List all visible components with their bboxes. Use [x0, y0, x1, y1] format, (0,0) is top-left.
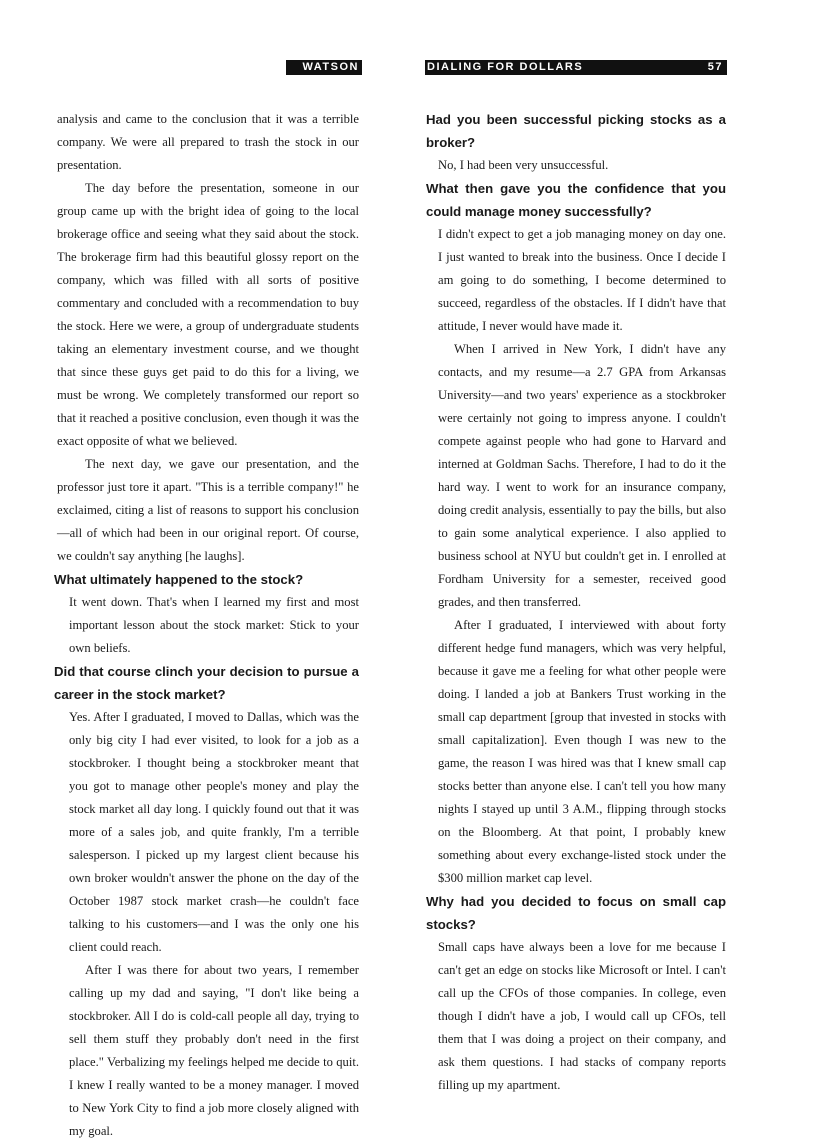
interview-answer: When I arrived in New York, I didn't have any contacts, and my resume—a 2.7 GPA from Arkansas University—and two years' experience as a stockbroker were certainly not going to impress anyone. I couldn't compete against people who had gone to Harvard and interned at Goldman Sachs. Therefore, I had to do it the hard way. I went to work for an insurance company, doing credit analysis, essentially to pay the bills, but also to gain some analytical experience. I also applied to business school at NYU but couldn't get in. I enrolled at Fordham University for a semester, received good grades, and then transferred. [438, 342, 726, 609]
page-number: 57 [707, 61, 723, 73]
running-head-chapter [425, 60, 727, 75]
interview-answer: Yes. After I graduated, I moved to Dallas, which was the only big city I had ever visited, to look for a job as a stockbroker. I thought being a stockbroker meant that you got to manage other people's money and play the stock market all day long. I quickly found out that it was more of a sales job, and quite frankly, I'm a terrible salesperson. I picked up my largest client because his own broker wouldn't answer the phone on the day of the October 1987 stock market crash—he couldn't face talking to his customers—and I was the only one his client could reach. [69, 710, 359, 954]
paragraph: The next day, we gave our presentation, and the professor just tore it apart. "This is a terrible company!" he exclaimed, citing a list of reasons to support his conclusion—all of which had been in our original report. Of course, we couldn't say anything [he laughs]. [57, 457, 359, 563]
author-name: WATSON [302, 61, 359, 73]
interview-question: Had you been successful picking stocks as a broker? [426, 112, 726, 150]
paragraph: The day before the presentation, someone in our group came up with the bright idea of going to the local brokerage office and seeing what they said about the stock. The brokerage firm had this beautiful glossy report on the company, which was filled with all sorts of positive commentary and concluded with a recommendation to buy the stock. Here we were, a group of undergraduate students taking an elementary investment course, and we thought that since these guys get paid to do this for a living, we must be wrong. We completely transformed our report so that it reached a positive conclusion, even though it was the exact opposite of what we believed. [57, 181, 359, 448]
interview-answer: After I was there for about two years, I remember calling up my dad and saying, "I don't like being a stockbroker. All I do is cold-call people all day, trying to sell them stuff they probably don't need in the first place." Verbalizing my feelings helped me decide to quit. I knew I really wanted to be a money manager. I moved to New York City to find a job more closely aligned with my goal. [69, 963, 359, 1138]
interview-question: What then gave you the confidence that you could manage money successfully? [426, 181, 726, 219]
interview-answer: No, I had been very unsuccessful. [438, 158, 609, 172]
interview-answer: It went down. That's when I learned my first and most important lesson about the stock market: Stick to your own beliefs. [69, 595, 359, 655]
left-column [54, 108, 359, 1143]
right-column [426, 108, 726, 1097]
running-head-author [286, 60, 362, 75]
interview-question: Did that course clinch your decision to pursue a career in the stock market? [54, 664, 359, 702]
interview-answer: I didn't expect to get a job managing money on day one. I just wanted to break into the business. Once I decide I am going to do something, I become determined to succeed, regardless of the obstacles. If I didn't have that attitude, I never would have made it. [438, 227, 726, 333]
chapter-title: DIALING FOR DOLLARS [427, 61, 584, 73]
interview-question: What ultimately happened to the stock? [54, 572, 304, 587]
paragraph: analysis and came to the conclusion that it was a terrible company. We were all prepared to trash the stock in our presentation. [57, 112, 359, 172]
interview-answer: Small caps have always been a love for me because I can't get an edge on stocks like Microsoft or Intel. I can't call up the CFOs of those companies. In college, even though I didn't have a job, I would call up CFOs, tell them that I was doing a project on their company, and ask them questions. I had stacks of company reports filling up my apartment. [438, 940, 726, 1092]
interview-question: Why had you decided to focus on small cap stocks? [426, 894, 726, 932]
interview-answer: After I graduated, I interviewed with about forty different hedge fund managers, which was very helpful, because it gave me a feeling for what other people were doing. I landed a job at Bankers Trust working in the small cap department [group that invested in stocks with small capitalization]. Even though I was new to the game, the reason I was hired was that I knew small cap stocks better than anyone else. I can't tell you how many nights I stayed up until 3 A.M., flipping through stocks on the Bloomberg. At that point, I probably knew something about every exchange-listed stock under the $300 million market cap level. [438, 618, 726, 885]
